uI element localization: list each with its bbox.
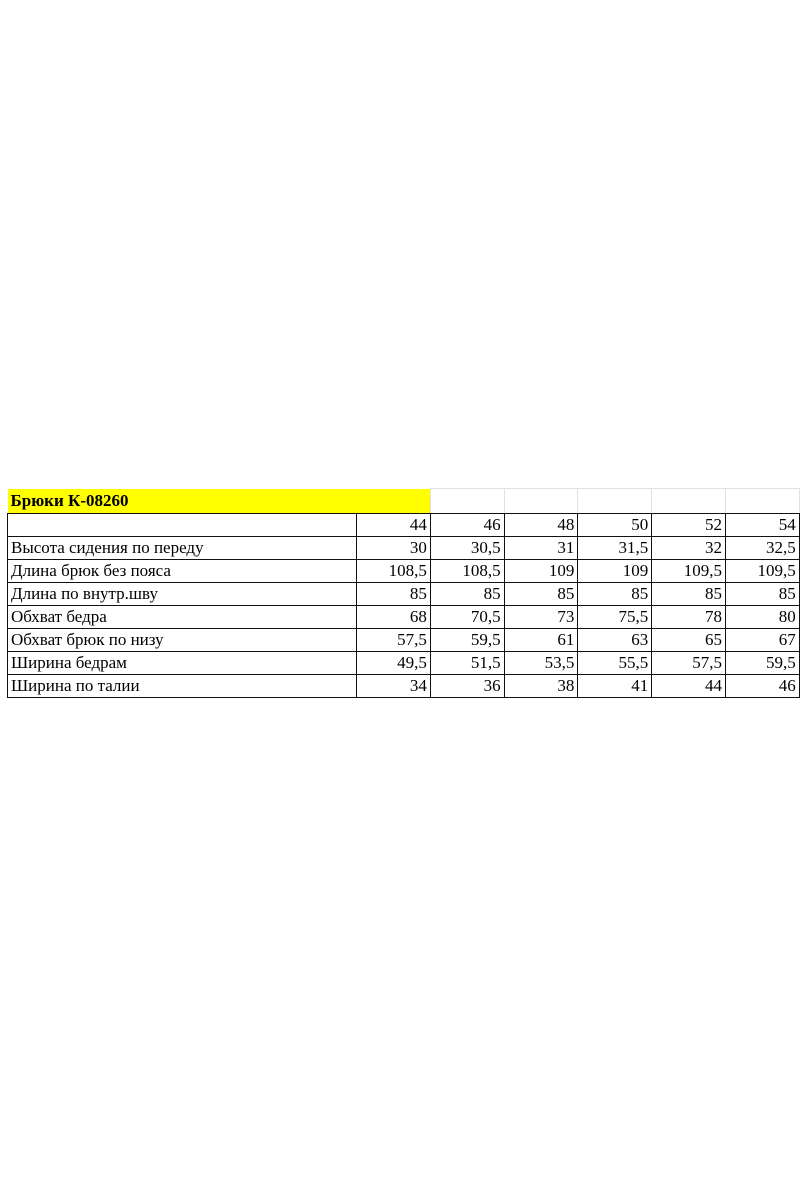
measurement-value: 65 (652, 629, 726, 652)
measurement-value: 61 (504, 629, 578, 652)
measurement-value: 80 (726, 606, 800, 629)
measurement-value: 44 (652, 675, 726, 698)
measurement-value: 57,5 (652, 652, 726, 675)
measurement-value: 57,5 (357, 629, 431, 652)
measurement-value: 109,5 (726, 560, 800, 583)
measurement-value: 30 (357, 537, 431, 560)
table-row (8, 652, 800, 675)
measurement-value: 67 (726, 629, 800, 652)
size-chart-table (7, 488, 800, 698)
measurement-value: 31 (504, 537, 578, 560)
product-title: Брюки К-08260 (8, 489, 431, 514)
measurement-value: 73 (504, 606, 578, 629)
measurement-value: 32,5 (726, 537, 800, 560)
size-header-cell: 50 (578, 514, 652, 537)
measurement-value: 59,5 (726, 652, 800, 675)
measurement-value: 78 (652, 606, 726, 629)
measurement-value: 63 (578, 629, 652, 652)
measurement-value: 85 (726, 583, 800, 606)
measurement-label: Обхват бедра (8, 606, 357, 629)
size-chart-sheet (7, 488, 799, 698)
size-header-cell: 54 (726, 514, 800, 537)
empty-cell (430, 489, 504, 514)
measurement-value: 75,5 (578, 606, 652, 629)
measurement-value: 85 (504, 583, 578, 606)
title-row (8, 489, 800, 514)
size-header-label-cell (8, 514, 357, 537)
measurement-value: 68 (357, 606, 431, 629)
measurement-value: 31,5 (578, 537, 652, 560)
measurement-value: 108,5 (357, 560, 431, 583)
table-row (8, 675, 800, 698)
measurement-value: 109 (578, 560, 652, 583)
measurement-value: 41 (578, 675, 652, 698)
measurement-value: 53,5 (504, 652, 578, 675)
measurement-value: 36 (430, 675, 504, 698)
size-header-cell: 52 (652, 514, 726, 537)
measurement-value: 38 (504, 675, 578, 698)
measurement-value: 108,5 (430, 560, 504, 583)
measurement-value: 55,5 (578, 652, 652, 675)
measurement-label: Высота сидения по переду (8, 537, 357, 560)
measurement-value: 59,5 (430, 629, 504, 652)
measurement-value: 51,5 (430, 652, 504, 675)
measurement-value: 85 (578, 583, 652, 606)
size-header-cell: 48 (504, 514, 578, 537)
measurement-value: 85 (357, 583, 431, 606)
empty-cell (504, 489, 578, 514)
table-row (8, 560, 800, 583)
table-row (8, 629, 800, 652)
table-row (8, 606, 800, 629)
measurement-value: 85 (652, 583, 726, 606)
measurement-value: 34 (357, 675, 431, 698)
measurement-label: Ширина по талии (8, 675, 357, 698)
measurement-value: 70,5 (430, 606, 504, 629)
measurement-label: Длина по внутр.шву (8, 583, 357, 606)
measurement-label: Длина брюк без пояса (8, 560, 357, 583)
measurement-value: 109,5 (652, 560, 726, 583)
measurement-label: Ширина бедрам (8, 652, 357, 675)
size-header-cell: 46 (430, 514, 504, 537)
measurement-value: 109 (504, 560, 578, 583)
table-row (8, 537, 800, 560)
measurement-value: 46 (726, 675, 800, 698)
measurement-value: 49,5 (357, 652, 431, 675)
measurement-value: 85 (430, 583, 504, 606)
empty-cell (578, 489, 652, 514)
measurement-value: 32 (652, 537, 726, 560)
table-row (8, 583, 800, 606)
empty-cell (652, 489, 726, 514)
size-header-cell: 44 (357, 514, 431, 537)
empty-cell (726, 489, 800, 514)
size-header-row (8, 514, 800, 537)
measurement-value: 30,5 (430, 537, 504, 560)
measurement-label: Обхват брюк по низу (8, 629, 357, 652)
